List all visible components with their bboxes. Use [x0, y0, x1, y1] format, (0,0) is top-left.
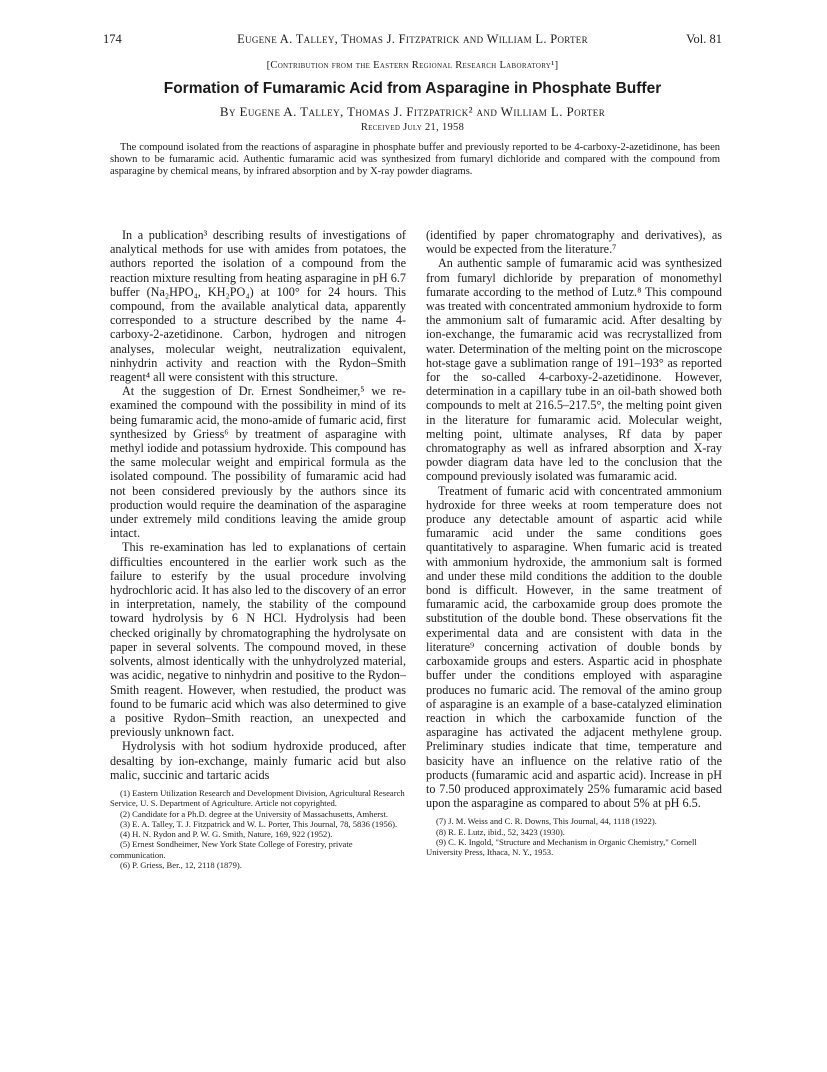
- footnote: (6) P. Griess, Ber., 12, 2118 (1879).: [120, 860, 242, 870]
- volume-label: Vol. 81: [686, 32, 722, 46]
- footnote: (5) Ernest Sondheimer, New York State College of Forestry, private communication.: [110, 839, 353, 860]
- right-column: [426, 228, 722, 858]
- footnote: (1) Eastern Utilization Research and Development Division, Agricultural Research Service, U. S. Department of Agriculture. Article not copyrighted.: [110, 787, 405, 809]
- footnotes-left: [110, 788, 406, 870]
- footnotes-right: [426, 816, 722, 857]
- page-number: 174: [103, 32, 122, 46]
- body-paragraph: This re-examination has led to explanations of certain difficulties encountered in the earlier work such as the failure to esterify by the usual procedure involving hydrochloric acid. It has also led to the discovery of an error in interpretation, namely, the stability of the compound toward hydrolysis by 6 N HCl. Hydrolysis had been checked originally by chromatographing the hydrolysate on paper in several solvents. The compound moved, in these solvents, almost identically with the unhydrolyzed material, was acidic, negative to ninhydrin and positive to the Rydon–Smith reagent. However, when restudied, the product was found to be fumaric acid which was also determined to give a positive Rydon–Smith reaction, an unexpected and previously unknown fact.: [110, 540, 406, 740]
- footnote: (9) C. K. Ingold, "Structure and Mechanism in Organic Chemistry," Cornell University Press, Ithaca, N. Y., 1953.: [426, 836, 697, 858]
- footnote: (4) H. N. Rydon and P. W. G. Smith, Nature, 169, 922 (1952).: [120, 829, 333, 840]
- body-paragraph: At the suggestion of Dr. Ernest Sondheimer,⁵ we re-examined the compound with the possibility in mind of its being fumaramic acid, the mono-amide of fumaric acid, first synthesized by Griess⁶ by treatment of asparagine with methyl iodide and potassium hydroxide. This compound has the same molecular weight and empirical formula as the isolated compound. The possibility of fumaramic acid had not been considered previously by the authors since its production would require the deamination of the asparagine under extremely mild conditions leaving the amide group intact.: [110, 384, 406, 541]
- footnote: (2) Candidate for a Ph.D. degree at the University of Massachusetts, Amherst.: [120, 808, 389, 819]
- running-authors: Eugene A. Talley, Thomas J. Fitzpatrick and William L. Porter: [237, 32, 588, 46]
- body-paragraph: An authentic sample of fumaramic acid was synthesized from fumaryl dichloride by preparation of monomethyl fumarate according to the method of Lutz.⁸ This compound was treated with concentrated ammonium hydroxide to form the ammonium salt of fumaramic acid. After desalting by ion-exchange, the fumaramic acid was recrystallized from water. Determination of the melting point on the microscope hot-stage gave a sublimation range of 191–193° as reported for the so-called 4-carboxy-2-azetidinone. However, determination in a capillary tube in an oil-bath showed both compounds to melt at 216.5–217.5°, the melting point given in the literature for fumaramic acid. Molecular weight, melting point, ultimate analyses, Rf data by paper chromatography as well as infrared absorption and X-ray powder diagram data have led to the conclusion that the compound previously isolated was fumaramic acid.: [426, 256, 722, 484]
- left-column: [110, 228, 406, 870]
- running-head: [103, 32, 722, 48]
- body-paragraph: Hydrolysis with hot sodium hydroxide produced, after desalting by ion-exchange, mainly fumaric acid but also malic, succinic and tartaric acids: [110, 739, 406, 782]
- footnote: (8) R. E. Lutz, ibid., 52, 3423 (1930).: [436, 826, 565, 837]
- abstract: The compound isolated from the reactions of asparagine in phosphate buffer and previously reported to be 4-carboxy-2-azetidinone, has been shown to be fumaramic acid. Authentic fumaramic acid was synthesized from fumaryl dichloride and compared with the compound from asparagine by chemical means, by infrared absorption and by X-ray powder diagrams.: [110, 142, 720, 177]
- footnote: (7) J. M. Weiss and C. R. Downs, This Journal, 44, 1118 (1922).: [436, 816, 657, 827]
- footnote: (3) E. A. Talley, T. J. Fitzpatrick and W. L. Porter, This Journal, 78, 5836 (1956).: [120, 818, 398, 829]
- received-date: Received July 21, 1958: [360, 122, 465, 133]
- contribution-line: [Contribution from the Eastern Regional Research Laboratory¹]: [266, 60, 559, 71]
- body-paragraph: In a publication³ describing results of investigations of analytical methods for use with amides from potatoes, the authors reported the isolation of a compound from the reaction mixture resulting from heating asparagine in pH 6.7 buffer (Na₂HPO₄, KH₂PO₄) at 100° for 24 hours. This compound, from the available analytical data, apparently corresponded to a structure described by the name 4-carboxy-2-azetidinone. Carbon, hydrogen and nitrogen analyses, molecular weight, neutralization equivalent, ninhydrin activity and reaction with the Rydon–Smith reagent⁴ all were consistent with this structure.: [110, 228, 406, 385]
- article-title: Formation of Fumaramic Acid from Asparagine in Phosphate Buffer: [163, 80, 662, 97]
- byline: By Eugene A. Talley, Thomas J. Fitzpatrick² and William L. Porter: [219, 104, 606, 119]
- body-paragraph: Treatment of fumaric acid with concentrated ammonium hydroxide for three weeks at room temperature does not produce any detectable amount of aspartic acid while fumaramic acid under the same conditions goes quantitatively to asparagine. When fumaric acid is treated with ammonium hydroxide, the ammonium salt is formed and under these mild conditions the addition to the double bond is difficult. However, in the same treatment of fumaramic acid, the carboxamide group does promote the substitution of the double bond. These observations fit the experimental data and are consistent with data in the literature⁹ concerning activation of double bonds by carboxamide groups and esters. Aspartic acid in phosphate buffer under the conditions employed with asparagine produces no fumaric acid. The removal of the amino group of asparagine is an example of a base-catalyzed elimination reaction in which the carboxamide function of the asparagine has activated the adjacent methylene group. Preliminary studies indicate that time, temperature and basicity have an influence on the relative ratio of the products (fumaramic acid and aspartic acid). Increase in pH to 7.50 produced approximately 25% fumaramic acid based upon the asparagine as compared to about 5% at pH 6.5.: [426, 483, 722, 811]
- body-paragraph: (identified by paper chromatography and derivatives), as would be expected from the literature.⁷: [426, 228, 722, 257]
